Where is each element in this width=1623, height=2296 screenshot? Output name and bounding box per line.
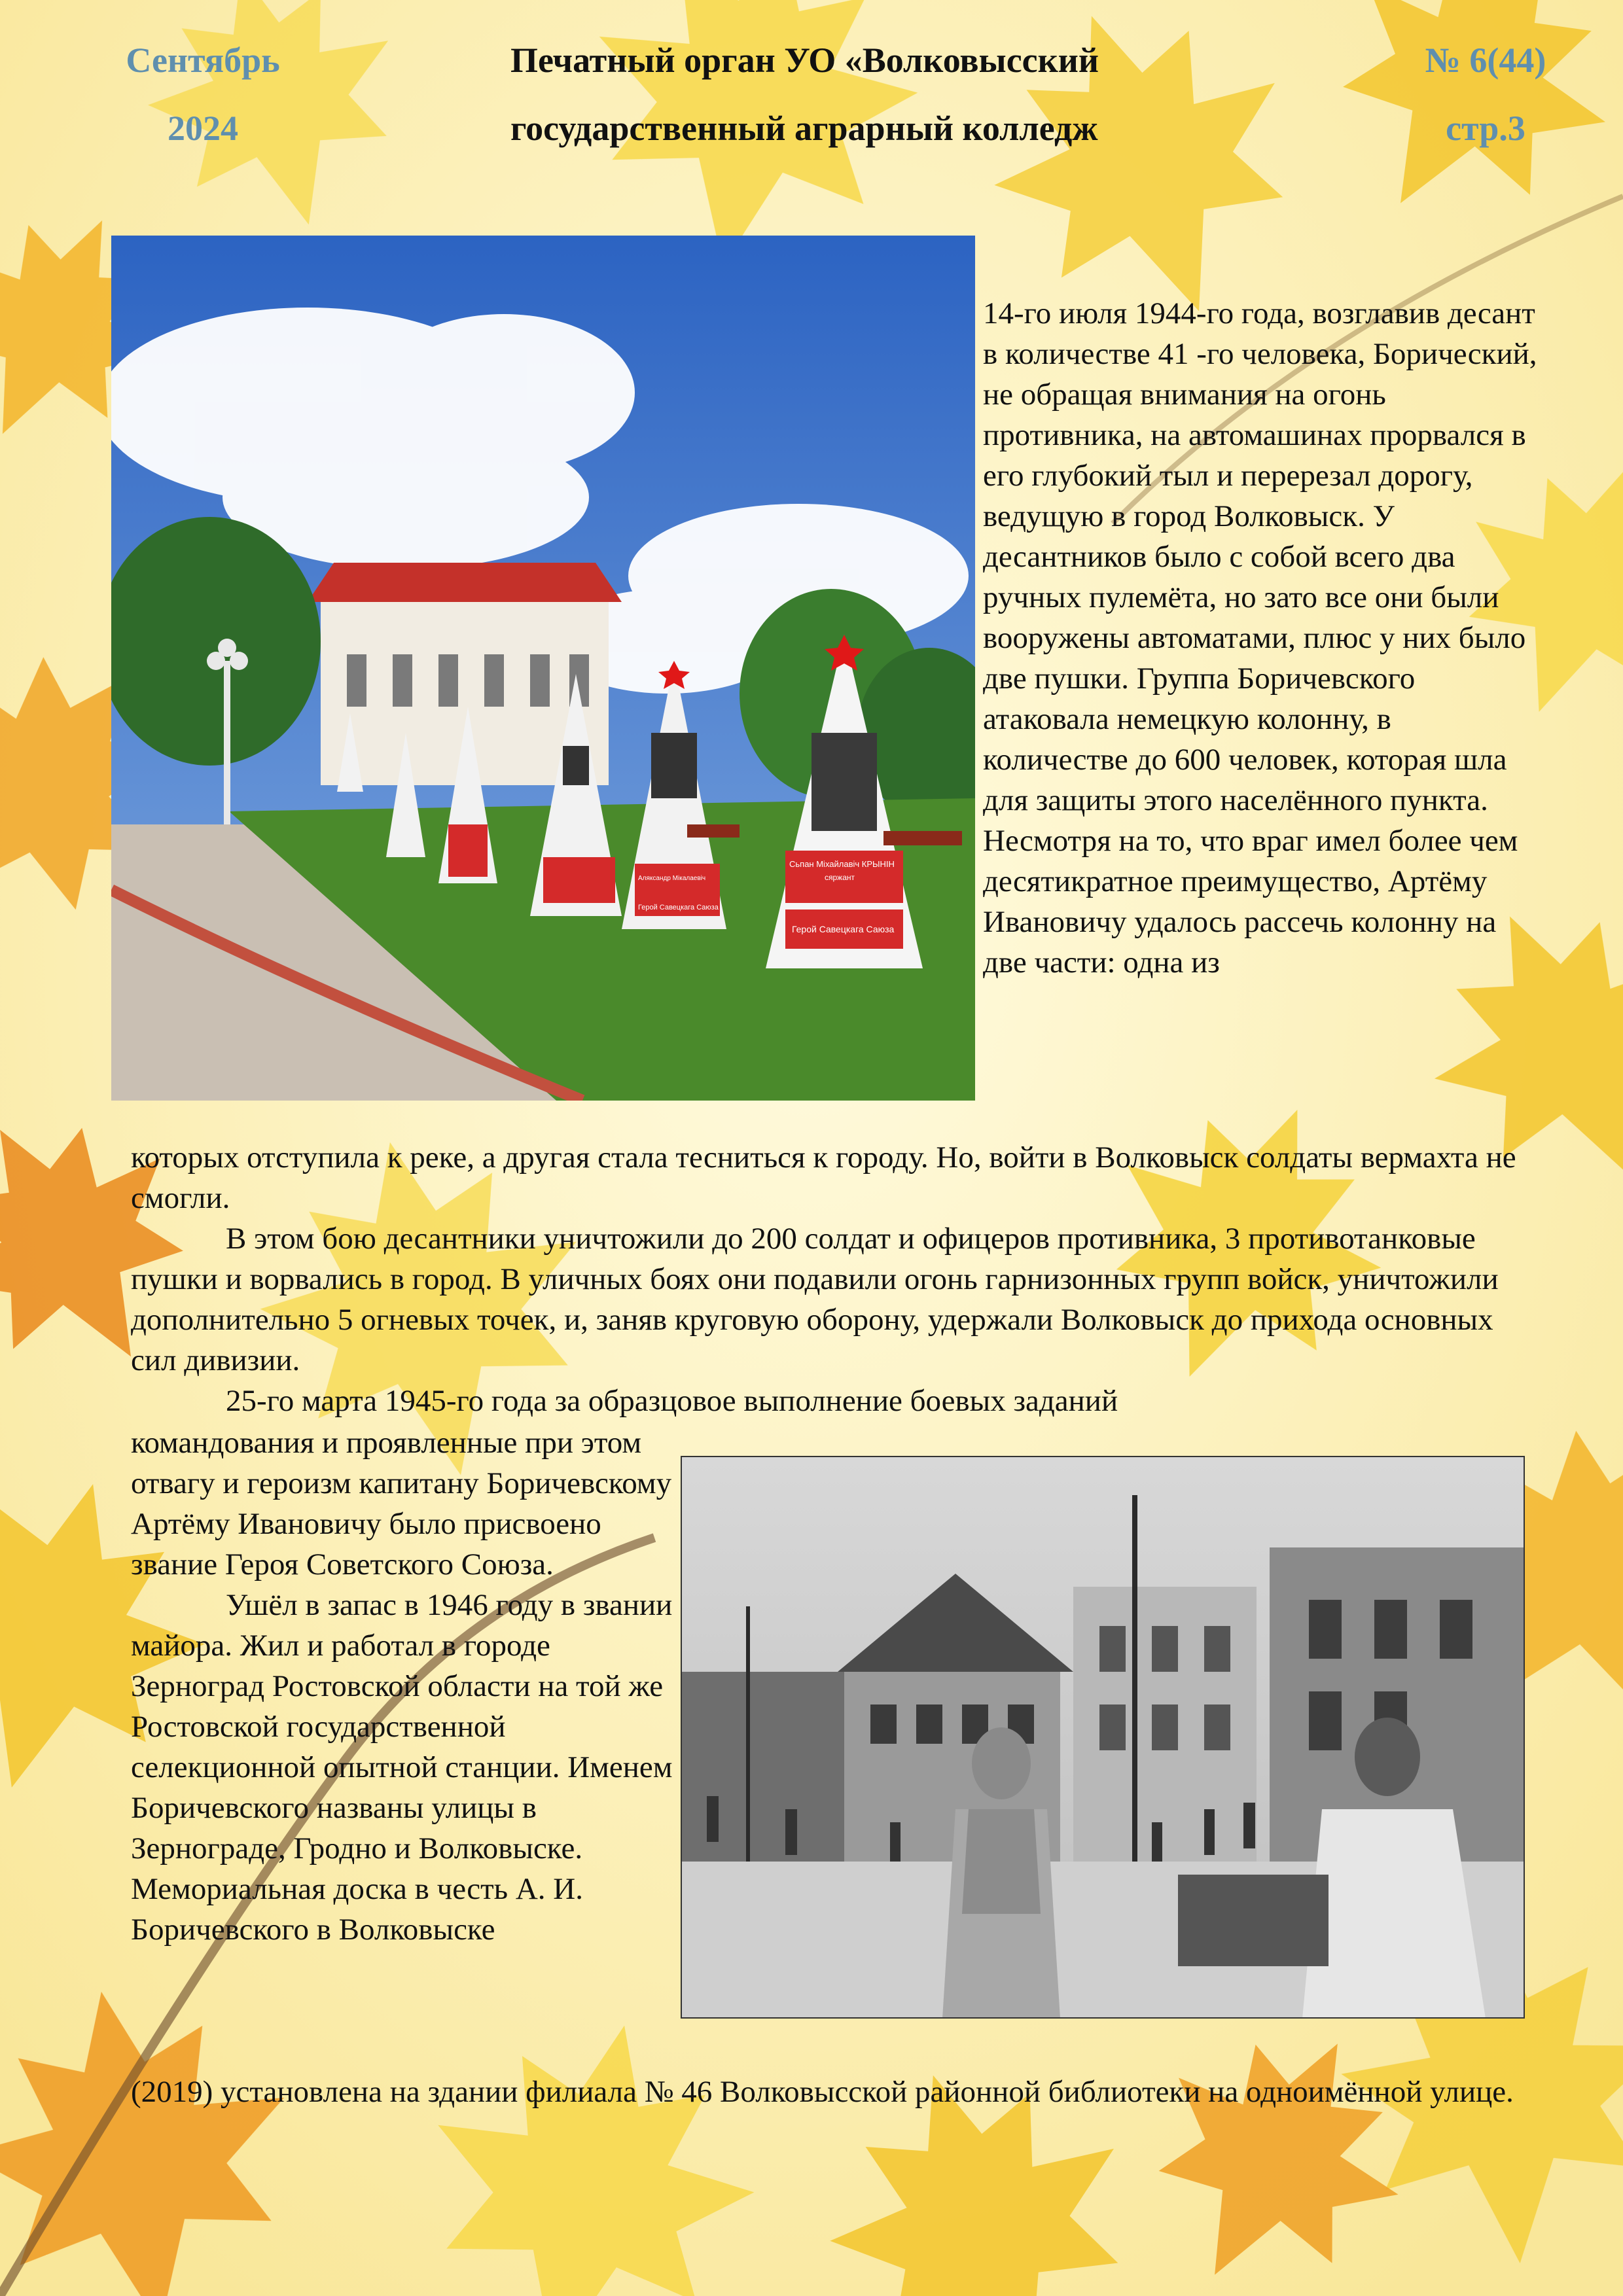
issue-year: 2024 <box>168 109 238 148</box>
publisher-line-1: Печатный орган УО «Волковысский <box>510 41 1099 80</box>
plaque-2-name: Аляксандр Мікалаевіч <box>638 875 706 882</box>
plaque-2-banner: Герой Савецкага Саюза <box>638 904 719 911</box>
plaque-1-banner: Герой Савецкага Саюза <box>792 924 895 934</box>
memorial-alley-photo <box>111 236 975 1101</box>
article-paragraph-3-continued: командования и проявленные при этом отвагу и героизм капитану Боричевскому Артёму Ивановичу было присвоено звание Героя Советского Союза. <box>131 1426 672 1581</box>
stone-pedestal <box>1178 1875 1329 1966</box>
historical-street-photo <box>681 1456 1525 2019</box>
publisher-line-2: государственный аграрный колледж <box>510 109 1098 148</box>
article-paragraph-4-continued: (2019) установлена на здании филиала № 46 Волковысской районной библиотеки на одноимённой улице. <box>131 2075 1514 2109</box>
article-body-full <box>131 1137 1538 1421</box>
article-paragraph-1-continued: которых отступила к реке, а другая стала тесниться к городу. Но, войти в Волковыск солдаты вермахта не смогли. <box>131 1140 1516 1215</box>
publisher-title <box>510 26 1263 162</box>
issue-number: № 6(44) <box>1425 41 1546 80</box>
article-paragraph-3-start: 25-го марта 1945-го года за образцовое выполнение боевых заданий <box>226 1384 1118 1418</box>
issue-month: Сентябрь <box>126 41 280 80</box>
article-body-left-column <box>131 1422 681 1950</box>
issue-date <box>98 26 308 162</box>
plaque-1-name: Сьпан Міхайлавіч КРЫНІН <box>789 859 895 869</box>
building-left <box>681 1672 851 1888</box>
plaque-1-rank: сяржант <box>825 873 855 882</box>
issue-number-block <box>1387 26 1584 162</box>
article-paragraph-1: 14-го июля 1944-го года, возглавив десант в количестве 41 -го человека, Борический, не обращая внимания на огонь противника, на автомашинах прорвался в его глубокий тыл и перерезал дорогу, ведущую в город Волковыск. У десантников было с собой всего два ручных пулемёта, но зато все они были вооружены автоматами, плюс у них было две пушки. Группа Боричевского атаковала немецкую колонну, в количестве до 600 человек, которая шла для защиты этого населённого пункта. Несмотря на то, что враг имел более чем десятикратное преимущество, Артёму Ивановичу удалось рассечь колонну на две части: одна из <box>983 296 1537 980</box>
article-paragraph-4: Ушёл в запас в 1946 году в звании майора. Жил и работал в городе Зерноград Ростовской области на той же Ростовской государственной селекционной опытной станции. Именем Боричевского названы улицы в Зернограде, Гродно и Волковыске. Мемориальная доска в честь А. И. Боричевского в Волковыске <box>131 1588 673 1947</box>
article-paragraph-2: В этом бою десантники уничтожили до 200 солдат и офицеров противника, 3 противотанковые пушки и ворвались в город. В уличных боях они подавили огонь гарнизонных групп войск, уничтожили дополнительно 5 огневых точек, и, заняв круговую оборону, удержали Волковыск до прихода основных сил дивизии. <box>131 1222 1499 1377</box>
page-number: стр.3 <box>1446 109 1525 148</box>
